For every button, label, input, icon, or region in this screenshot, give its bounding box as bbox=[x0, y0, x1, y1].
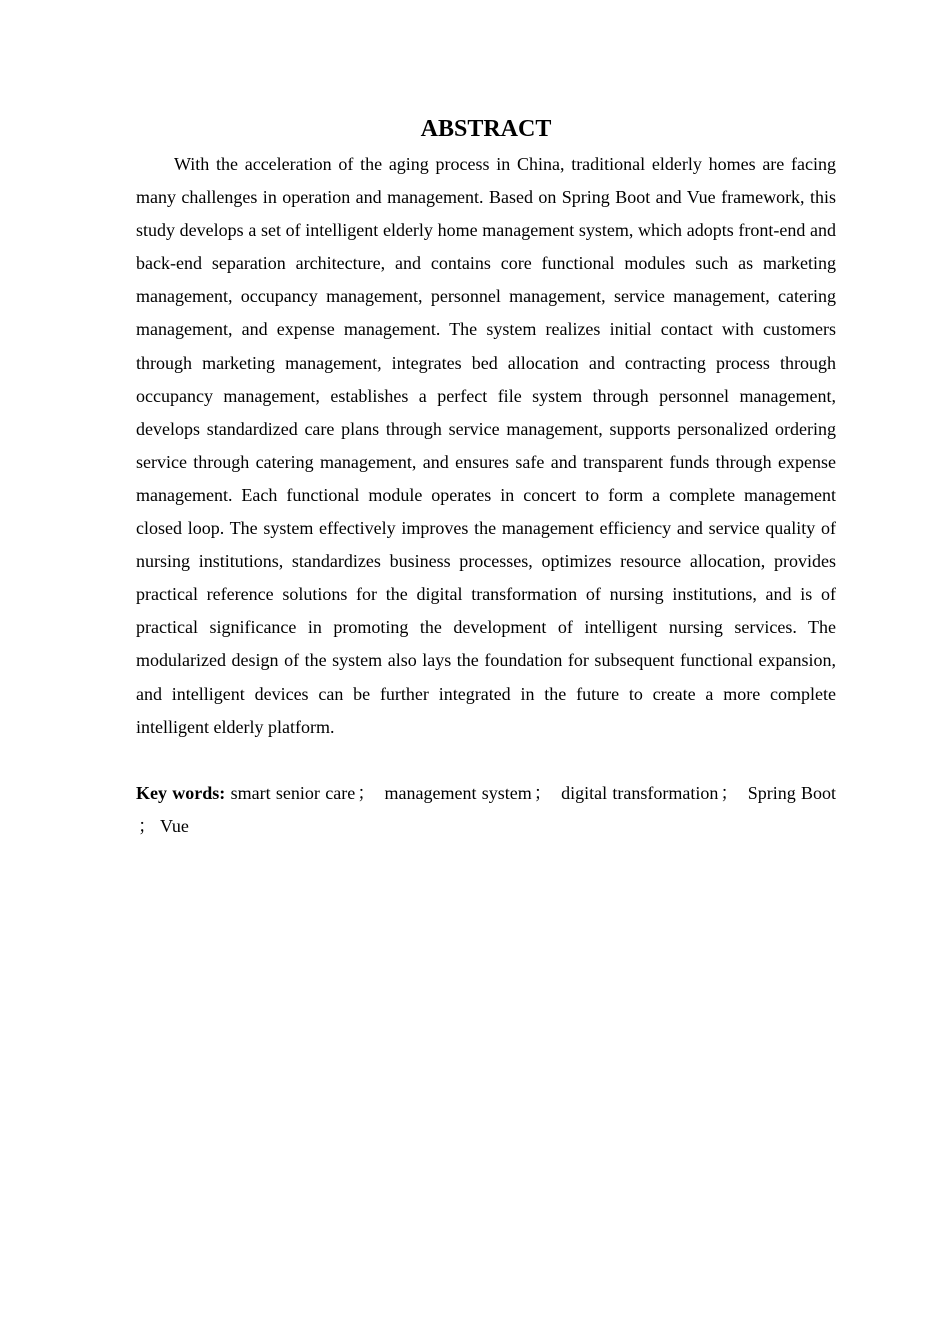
keyword-separator: ； bbox=[533, 782, 552, 803]
keyword-item: management system bbox=[384, 782, 532, 803]
abstract-body: With the acceleration of the aging process in China, traditional elderly homes are facing many challenges in operation and management. Based on Spring Boot and Vue framework, this study develops a set of intelligent elderly home management system, which adopts front-end and back-end separation architecture, and contains core functional modules such as marketing management, occupancy management, personnel management, service management, catering management, and expense management. The system realizes initial contact with customers through marketing management, integrates bed allocation and contracting process through occupancy management, establishes a perfect file system through personnel management, develops standardized care plans through service management, supports personalized ordering service through catering management, and ensures safe and transparent funds through expense management. Each functional module operates in concert to form a complete management closed loop. The system effectively improves the management efficiency and service quality of nursing institutions, standardizes business processes, optimizes resource allocation, provides practical reference solutions for the digital transformation of nursing institutions, and is of practical significance in promoting the development of intelligent nursing services. The modularized design of the system also lays the foundation for subsequent functional expansion, and intelligent devices can be further integrated in the future to create a more complete intelligent elderly platform. bbox=[136, 154, 836, 737]
keyword-separator: ； bbox=[357, 782, 376, 803]
keywords-label: Key words: bbox=[136, 782, 226, 803]
abstract-section bbox=[136, 110, 836, 843]
keywords-line bbox=[136, 777, 836, 843]
keyword-separator: ； bbox=[138, 815, 156, 836]
keyword-item: Spring Boot bbox=[747, 782, 837, 803]
abstract-title: ABSTRACT bbox=[420, 116, 552, 142]
keyword-item: digital transformation bbox=[561, 782, 719, 803]
keyword-separator: ； bbox=[720, 782, 739, 803]
keyword-item: smart senior care bbox=[230, 782, 356, 803]
keyword-item: Vue bbox=[160, 815, 189, 836]
